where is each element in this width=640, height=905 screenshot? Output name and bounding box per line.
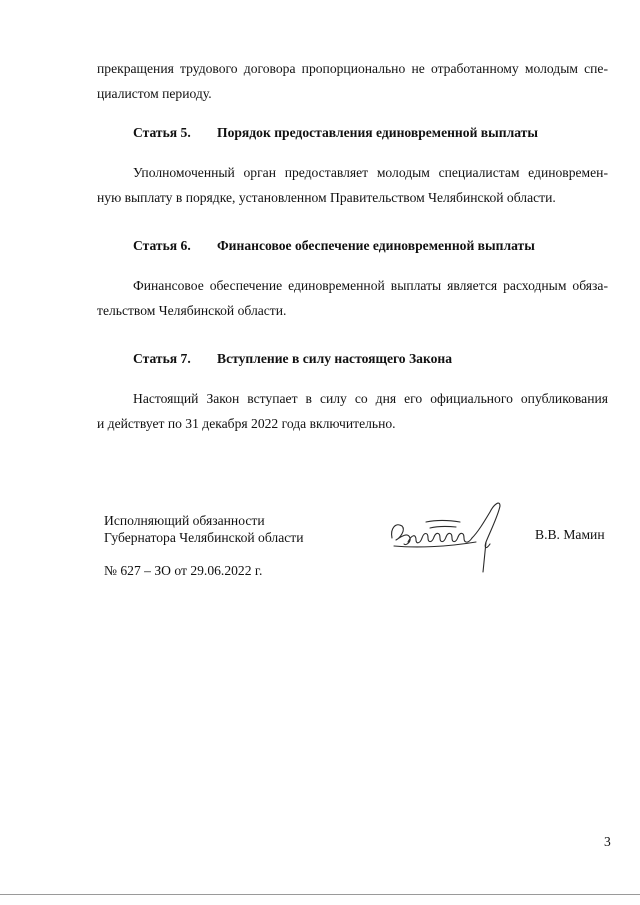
article-5-heading: [133, 124, 538, 142]
registration-number: № 627 – ЗО от 29.06.2022 г.: [104, 563, 263, 578]
article-7-paragraph: [97, 386, 608, 436]
signatory-position: [104, 512, 304, 546]
page-number: 3: [604, 834, 611, 849]
intro-line-1: прекращения трудового договора пропорционально не отработанному молодым спе-: [97, 61, 608, 76]
signer-name: В.В. Мамин: [535, 527, 605, 542]
article-6-line-2: тельством Челябинской области.: [97, 303, 287, 318]
article-6-line-1: Финансовое обеспечение единовременной выплаты является расходным обяза-: [133, 278, 608, 293]
article-5-number: Статья 5.: [133, 125, 191, 140]
article-5-title: Порядок предоставления единовременной выплаты: [217, 125, 538, 140]
signatory-position-line-1: Исполняющий обязанности: [104, 513, 265, 528]
handwritten-signature: [386, 492, 516, 574]
article-5-paragraph: [97, 160, 608, 210]
article-6-title: Финансовое обеспечение единовременной выплаты: [217, 238, 535, 253]
intro-line-2: циалистом периоду.: [97, 86, 212, 101]
article-7-line-1: Настоящий Закон вступает в силу со дня его официального опубликования: [133, 391, 608, 406]
article-7-title: Вступление в силу настоящего Закона: [217, 351, 453, 366]
article-7-heading: [133, 350, 452, 368]
article-7-number: Статья 7.: [133, 351, 191, 366]
bottom-border-line: [0, 894, 640, 895]
article-7-line-2: и действует по 31 декабря 2022 года включительно.: [97, 416, 396, 431]
article-5-line-2: ную выплату в порядке, установленном Правительством Челябинской области.: [97, 190, 556, 205]
signatory-position-line-2: Губернатора Челябинской области: [104, 530, 304, 545]
article-6-paragraph: [97, 273, 608, 323]
article-6-heading: [133, 237, 535, 255]
article-6-number: Статья 6.: [133, 238, 191, 253]
article-5-line-1: Уполномоченный орган предоставляет молодым специалистам единовремен-: [133, 165, 608, 180]
intro-paragraph: [97, 56, 608, 106]
